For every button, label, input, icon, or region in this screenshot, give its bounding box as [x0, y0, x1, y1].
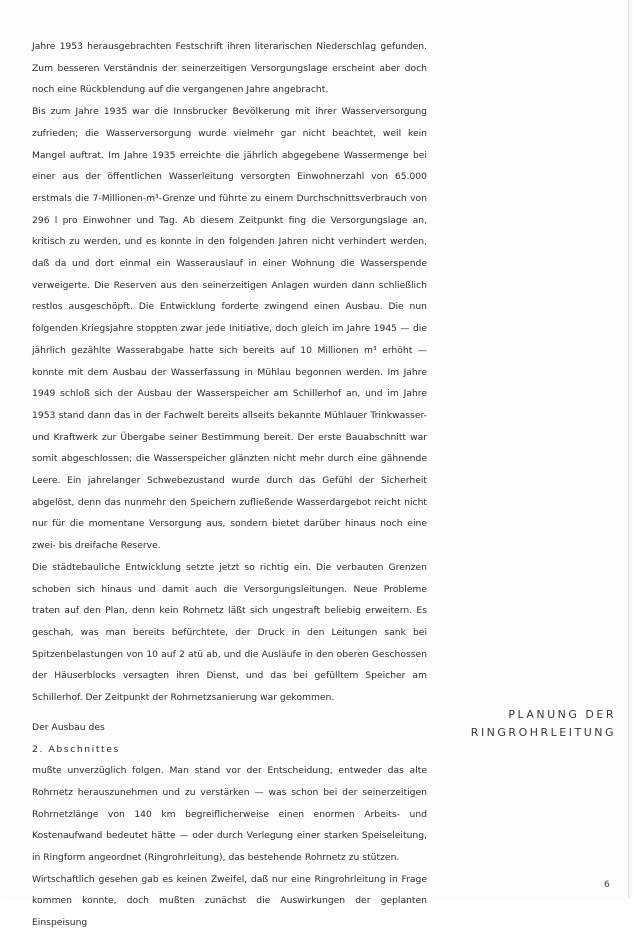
side-heading: [464, 706, 616, 742]
body-text: [32, 36, 427, 934]
paragraph-economics: Wirtschaftlich gesehen gab es keinen Zweifel, daß nur eine Ringrohrleitung in Frage kommen konnte, doch mußten zunächst die Auswirkungen der geplanten Einspeisung: [32, 873, 427, 929]
section-name: 2. Abschnittes: [32, 743, 120, 755]
paragraph-decision: mußte unverzüglich folgen. Man stand vor der Entscheidung, entweder das alte Rohrnetz herauszunehmen und zu verstärken — was schon bei der seinerzeitigen Rohrnetzlänge von 140 km begreiflicherweise einen enormen Arbeits- und Kostenaufwand bedeutet hätte — oder durch Verlegung einer starken Speiseleitung, in Ringform angeordnet (Ringrohrleitung), das bestehende Rohrnetz zu stützen.: [32, 765, 427, 864]
section-intro: Der Ausbau des: [32, 721, 105, 733]
side-heading-line-2: RINGROHRLEITUNG: [470, 726, 616, 739]
paragraph-development: Die städtebauliche Entwicklung setzte jetzt so richtig ein. Die verbauten Grenzen schoben sich hinaus und damit auch die Versorgungsleitungen. Neue Probleme traten auf den Plan, denn kein Rohrnetz läßt sich ungestraft beliebig erweitern. Es geschah, was man bereits befürchtete, der Druck in den Leitungen sank bei Spitzenbelastungen von 10 auf 2 atü ab, und die Ausläufe in den oberen Geschossen der Häuserblocks versagten ihren Dienst, und das bei gefülltem Speicher am Schillerhof. Der Zeitpunkt der Rohrnetzsanierung war gekommen.: [32, 561, 427, 704]
side-heading-line-1: PLANUNG DER: [508, 708, 616, 721]
paragraph-intro: Jahre 1953 herausgebrachten Festschrift ihren literarischen Niederschlag gefunden. Zum besseren Verständnis der seinerzeitigen Versorgungslage erscheint aber doch noch eine Rückblendung auf die vergangenen Jahre angebracht.: [32, 41, 427, 96]
page-number: 6: [604, 880, 610, 890]
paragraph-history: Bis zum Jahre 1935 war die Innsbrucker Bevölkerung mit ihrer Wasserversorgung zufrieden; die Wasserversorgung wurde vielmehr gar nicht beachtet, weil kein Mangel auftrat. Im Jahre 1935 erreichte die jährlich abgegebene Wassermenge bei einer aus der öffentlichen Wasserleitung versorgten Einwohnerzahl von 65.000 erstmals die 7-Millionen-m³-Grenze und führte zu einem Durchschnittsverbrauch von 296 l pro Einwohner und Tag. Ab diesem Zeitpunkt fing die Versorgungslage an, kritisch zu werden, und es konnte in den folgenden Jahren nicht verhindert werden, daß da und dort einmal ein Wasserauslauf in einer Wohnung die Wasserspende verweigerte. Die Reserven aus den seinerzeitigen Anlagen wurden dann schließlich restlos ausgeschöpft. Die Entwicklung forderte zwingend einen Ausbau. Die nun folgenden Kriegsjahre stoppten zwar jede Initiative, doch gleich im Jahre 1945 — die jährlich gezählte Wasserabgabe hatte sich bereits auf 10 Millionen m³ erhöht — konnte mit dem Ausbau der Wasserfassung in Mühlau begonnen werden. Im Jahre 1949 schloß sich der Ausbau der Wasserspeicher am Schillerhof an, und im Jahre 1953 stand dann das in der Fachwelt bereits allseits bekannte Mühlauer Trinkwasser- und Kraftwerk zur Übergabe seiner Bestimmung bereit. Der erste Bauabschnitt war somit abgeschlossen; die Wasserspeicher glänzten nicht mehr durch eine gähnende Leere. Ein jahrelanger Schwebezustand wurde durch das Gefühl der Sicherheit abgelöst, denn das nunmehr den Speichern zufließende Wasserdargebot reicht nicht nur für die momentane Versorgung aus, sondern bietet darüber hinaus noch eine zwei- bis dreifache Reserve.: [32, 106, 427, 552]
